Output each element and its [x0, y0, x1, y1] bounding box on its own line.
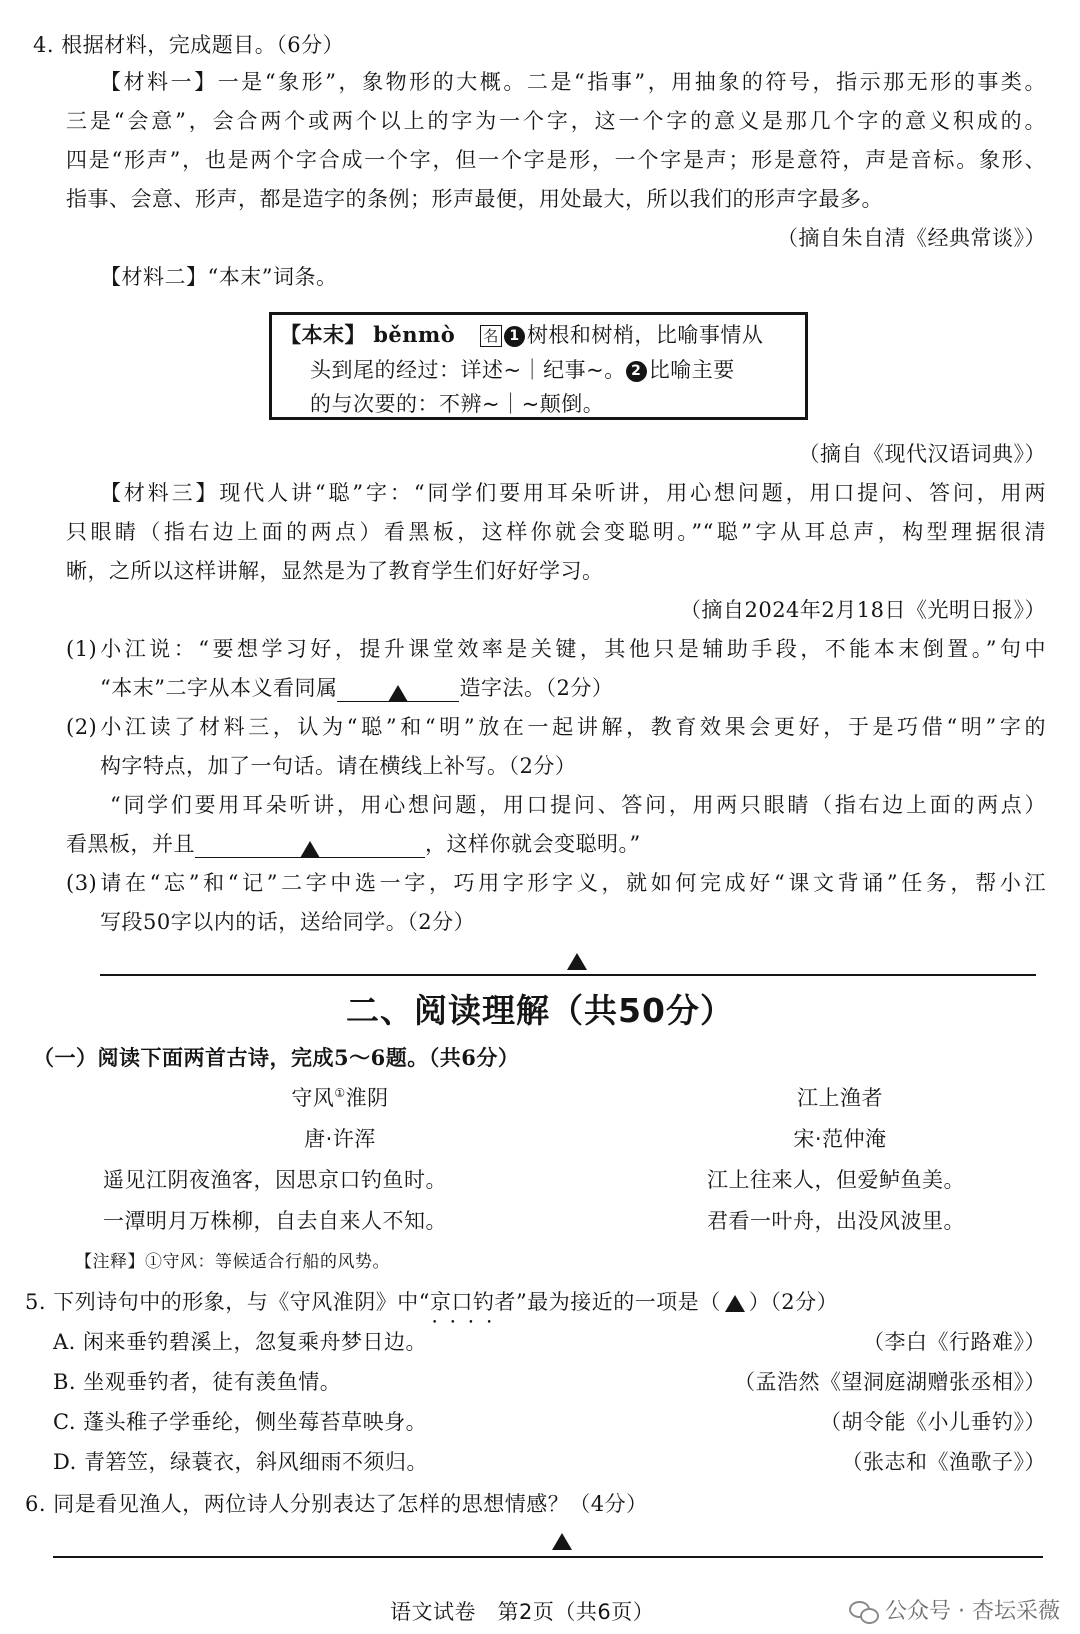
- poem2-line2: 君看一叶舟，出没风波里。: [707, 1209, 965, 1233]
- sense-number-1: 1: [504, 326, 525, 347]
- poem1-line2: 一潭明月万株柳，自去自来人不知。: [103, 1209, 447, 1233]
- entry-pinyin: běnmò: [373, 322, 456, 347]
- option-a-source: （李白《行路难》）: [863, 1330, 1046, 1354]
- q4-sub1-prompt: “本末”二字从本义看同属: [100, 676, 338, 700]
- poem2-author: 宋·范仲淹: [793, 1127, 887, 1151]
- option-c[interactable]: C. 蓬头稚子学垂纶，侧坐莓苔草映身。: [53, 1410, 428, 1434]
- triangle-icon: [300, 841, 320, 858]
- sense-number-2: 2: [626, 361, 647, 382]
- part-of-speech-tag: 名: [480, 325, 502, 347]
- q5-stem-end: ）（2分）: [748, 1290, 839, 1314]
- answer-line-q6[interactable]: [53, 1556, 1043, 1558]
- q4-sub1-line2: [100, 674, 613, 702]
- material2-label: 【材料二】“本末”词条。: [100, 265, 338, 289]
- entry-headword: 【本末】: [280, 323, 366, 347]
- q5-stem: [25, 1288, 838, 1316]
- q5-stem-middle: ”最为接近的一项是（: [515, 1290, 721, 1314]
- sense2-text: 比喻主要: [648, 358, 735, 382]
- q4-sub2-tail: ，这样你就会变聪明。”: [425, 832, 641, 856]
- q4-title: 4. 根据材料，完成题目。（6分）: [33, 33, 345, 57]
- q4-sub2-line2: 构字特点，加了一句话。请在横线上补写。（2分）: [100, 754, 577, 778]
- material3-line3: 晰，之所以这样讲解，显然是为了教育学生们好好学习。: [66, 559, 604, 583]
- triangle-icon: [567, 953, 587, 970]
- poem1-title-text: 守风: [291, 1086, 335, 1110]
- option-b-source: （孟浩然《望洞庭湖赠张丞相》）: [734, 1370, 1046, 1394]
- option-d[interactable]: D. 青箬笠，绿蓑衣，斜风细雨不须归。: [53, 1450, 428, 1474]
- q4-sub2-line4: [66, 830, 641, 858]
- q6-stem: 6. 同是看见渔人，两位诗人分别表达了怎样的思想情感？（4分）: [25, 1492, 648, 1516]
- q4-sub3-line2: 写段50字以内的话，送给同学。（2分）: [100, 910, 476, 934]
- q4-sub1-line1: (1)小江说：“要想学习好，提升课堂效率是关键，其他只是辅助手段，不能本末倒置。”句中: [66, 637, 1046, 661]
- option-b[interactable]: B. 坐观垂钓者，徒有羡鱼情。: [53, 1370, 342, 1394]
- subsection-title: （一）阅读下面两首古诗，完成5～6题。（共6分）: [33, 1045, 520, 1070]
- material1-line4: 指事、会意、形声，都是造字的条例；形声最便，用处最大，所以我们的形声字最多。: [66, 187, 883, 211]
- material3-line2: 只眼睛（指右边上面的两点）看黑板，这样你就会变聪明。”“聪”字从耳总声，构型理据很清: [66, 520, 1046, 544]
- material1-line1: 【材料一】一是“象形”，象物形的大概。二是“指事”，用抽象的符号，指示那无形的事类。: [100, 70, 1046, 94]
- q4-sub2-prompt: 看黑板，并且: [66, 832, 195, 856]
- triangle-icon: [552, 1533, 572, 1550]
- q4-sub2-line1: (2)小江读了材料三，认为“聪”和“明”放在一起讲解，教育效果会更好，于是巧借“明”字的: [66, 715, 1046, 739]
- poem2-title: 江上渔者: [797, 1086, 883, 1110]
- page-footer: 语文试卷 第2页（共6页）: [390, 1600, 655, 1624]
- option-d-source: （张志和《渔歌子》）: [841, 1450, 1046, 1474]
- triangle-icon: [388, 685, 408, 702]
- footnote: 【注释】①守风：等候适合行船的风势。: [75, 1252, 390, 1272]
- poem1-line1: 遥见江阴夜渔客，因思京口钓鱼时。: [103, 1168, 447, 1192]
- triangle-icon: [725, 1295, 745, 1312]
- dictionary-entry-box: [269, 312, 808, 420]
- q5-emphasis: 京口钓者 • • • •: [430, 1290, 516, 1314]
- q4-sub3-line1: (3)请在“忘”和“记”二字中选一字，巧用字形字义，就如何完成好“课文背诵”任务，帮小江: [66, 871, 1046, 895]
- material2-source: （摘自《现代汉语词典》）: [798, 442, 1046, 466]
- poem1-author: 唐·许浑: [304, 1127, 376, 1151]
- dictionary-line1: [280, 321, 763, 349]
- watermark-text: 公众号 · 杏坛采薇: [885, 1599, 1060, 1624]
- option-a[interactable]: A. 闲来垂钓碧溪上，忽复乘舟梦日边。: [53, 1330, 428, 1354]
- section-title: 二、阅读理解（共50分）: [346, 991, 734, 1030]
- poem2-line1: 江上往来人，但爱鲈鱼美。: [707, 1168, 965, 1192]
- sense1-examples: 头到尾的经过：详述~｜纪事~。: [310, 358, 626, 382]
- answer-blank-2[interactable]: [195, 831, 425, 858]
- material1-source: （摘自朱自清《经典常谈》）: [777, 226, 1046, 250]
- q4-sub2-line3: “同学们要用耳朵听讲，用心想问题，用口提问、答问，用两只眼睛（指右边上面的两点）: [110, 793, 1046, 817]
- material1-line3: 四是“形声”，也是两个字合成一个字，但一个字是形，一个字是声；形是意符，声是音标。象形、: [66, 148, 1046, 172]
- footnote-mark: ①: [334, 1086, 346, 1100]
- material3-source: （摘自2024年2月18日《光明日报》）: [679, 598, 1046, 622]
- sense1-text: 树根和树梢，比喻事情从: [526, 323, 764, 347]
- answer-line-q4[interactable]: [100, 974, 1036, 976]
- q5-stem-start: 5. 下列诗句中的形象，与《守风淮阴》中“: [25, 1290, 430, 1314]
- option-c-source: （胡令能《小儿垂钓》）: [820, 1410, 1046, 1434]
- q4-sub1-tail: 造字法。（2分）: [459, 676, 614, 700]
- wechat-icon: [849, 1601, 879, 1623]
- dictionary-line2: [310, 356, 735, 384]
- answer-blank-1[interactable]: [337, 675, 459, 702]
- watermark: [849, 1597, 1060, 1627]
- material3-line1: 【材料三】现代人讲“聪”字：“同学们要用耳朵听讲，用心想问题，用口提问、答问，用两: [100, 481, 1046, 505]
- poem1-title: [160, 1084, 520, 1112]
- material1-line2: 三是“会意”，会合两个或两个以上的字为一个字，这一个字的意义是那几个字的意义积成的。: [66, 109, 1046, 133]
- poem1-title-tail: 淮阴: [345, 1086, 389, 1110]
- dictionary-line3: 的与次要的：不辨~｜~颠倒。: [310, 392, 605, 416]
